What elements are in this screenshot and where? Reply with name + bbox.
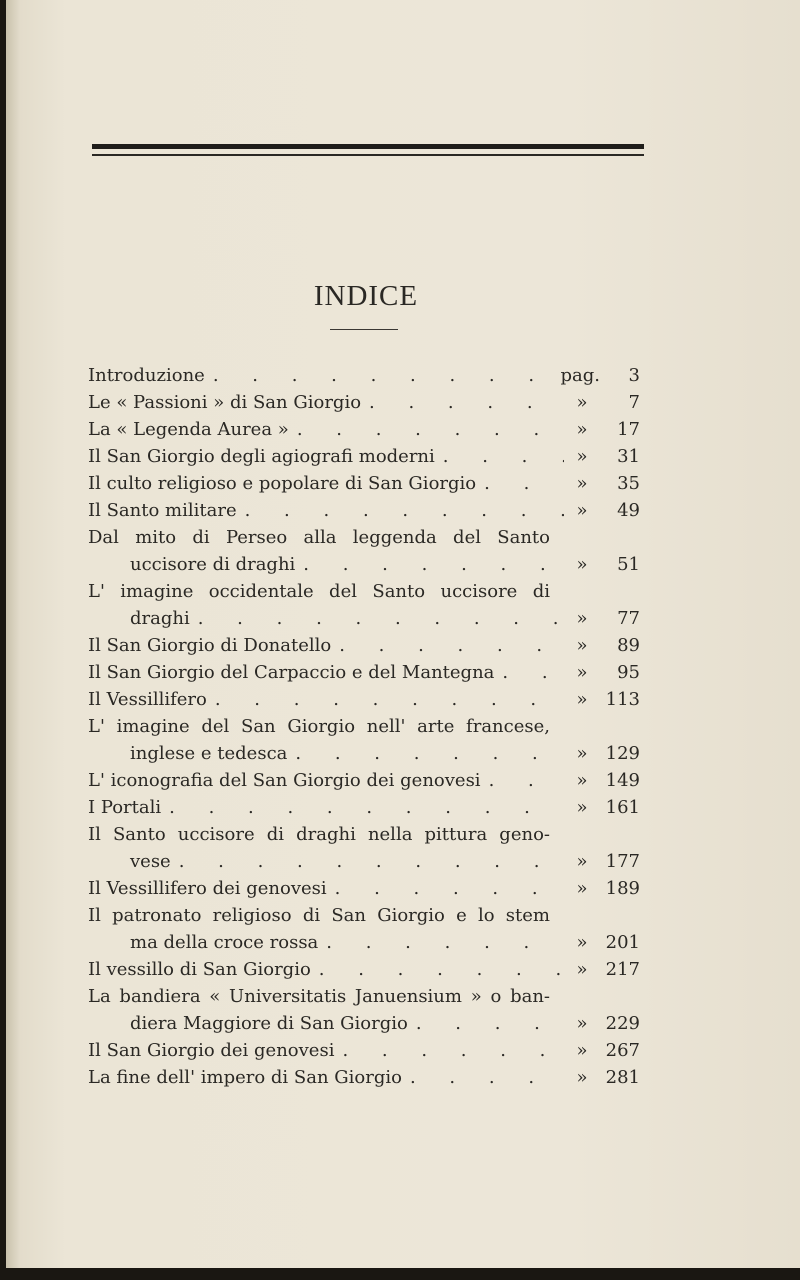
toc-entry — [88, 443, 640, 470]
entry-title: Dal mito di Perseo alla leggenda del Santo — [88, 527, 550, 548]
entry-title: L' iconografia del San Giorgio dei genovesi — [88, 770, 481, 791]
page-number: 49 — [617, 500, 640, 521]
toc-line — [88, 362, 640, 389]
page-marker: pag. — [560, 365, 600, 386]
toc-entry — [88, 902, 640, 956]
dot-leader — [295, 551, 564, 578]
page-number: 267 — [605, 1040, 640, 1061]
toc-line — [88, 416, 640, 443]
entry-title: vese — [130, 851, 171, 872]
toc-entry — [88, 821, 640, 875]
toc-entry — [88, 1064, 640, 1091]
toc-entry — [88, 767, 640, 794]
toc-entry — [88, 956, 640, 983]
entry-title: Il Vessillifero dei genovesi — [88, 878, 327, 899]
toc-line — [88, 659, 640, 686]
dot-leader — [318, 929, 564, 956]
entry-title: Il culto religioso e popolare di San Giorgio — [88, 473, 477, 494]
entry-title: Le « Passioni » di San Giorgio — [88, 392, 362, 413]
page-number: 177 — [605, 851, 640, 872]
page-marker: » — [576, 473, 588, 494]
toc-line — [88, 1064, 640, 1091]
page-number: 89 — [617, 635, 640, 656]
toc-entry — [88, 416, 640, 443]
toc-line — [88, 956, 640, 983]
page-marker: » — [576, 743, 588, 764]
toc-line — [88, 1010, 640, 1037]
dot-leader — [494, 659, 564, 686]
toc-line — [88, 767, 640, 794]
page-marker: » — [576, 851, 588, 872]
page-number: 51 — [617, 554, 640, 575]
dot-leader — [161, 794, 564, 821]
dot-leader — [311, 956, 564, 983]
toc-entry — [88, 362, 640, 389]
entry-title: Il Vessillifero — [88, 689, 207, 710]
page-number: 3 — [628, 365, 640, 386]
page-number: 7 — [628, 392, 640, 413]
entry-title: Il Santo militare — [88, 500, 237, 521]
toc-line — [88, 443, 640, 470]
dot-leader — [402, 1064, 564, 1091]
entry-title: Il San Giorgio del Carpaccio e del Mantegna — [88, 662, 495, 683]
toc-line — [88, 902, 640, 929]
toc-line — [88, 983, 640, 1010]
toc-line — [88, 929, 640, 956]
entry-title: La fine dell' impero di San Giorgio — [88, 1067, 402, 1088]
toc-line — [88, 1037, 640, 1064]
toc-line — [88, 821, 640, 848]
page-marker: » — [576, 932, 588, 953]
page-marker: » — [576, 392, 588, 413]
toc-entry — [88, 632, 640, 659]
page-marker: » — [576, 608, 588, 629]
page-number: 77 — [617, 608, 640, 629]
dot-leader — [435, 443, 564, 470]
toc-line — [88, 551, 640, 578]
entry-title: L' imagine occidentale del Santo uccisore di — [88, 581, 550, 602]
table-of-contents — [88, 362, 640, 1091]
entry-title: uccisore di draghi — [130, 554, 296, 575]
book-page — [6, 0, 800, 1268]
toc-line — [88, 470, 640, 497]
page-number: 281 — [605, 1067, 640, 1088]
page-marker: » — [576, 500, 588, 521]
entry-title: Introduzione — [88, 365, 205, 386]
toc-entry — [88, 686, 640, 713]
page-number: 189 — [605, 878, 640, 899]
entry-title: diera Maggiore di San Giorgio — [130, 1013, 408, 1034]
page-number: 17 — [617, 419, 640, 440]
toc-line — [88, 524, 640, 551]
page-marker: » — [576, 419, 588, 440]
page-marker: » — [576, 1067, 588, 1088]
page-marker: » — [576, 878, 588, 899]
page-marker: » — [576, 1040, 588, 1061]
dot-leader — [205, 362, 561, 389]
entry-title: Il San Giorgio dei genovesi — [88, 1040, 335, 1061]
toc-entry — [88, 794, 640, 821]
entry-title: L' imagine del San Giorgio nell' arte francese, — [88, 716, 550, 737]
page-marker: » — [576, 797, 588, 818]
toc-line — [88, 713, 640, 740]
page-number: 149 — [605, 770, 640, 791]
toc-line — [88, 848, 640, 875]
entry-title: La bandiera « Universitatis Januensium » o ban- — [88, 986, 550, 1007]
page-marker: » — [576, 1013, 588, 1034]
dot-leader — [476, 470, 564, 497]
toc-line — [88, 875, 640, 902]
dot-leader — [287, 740, 564, 767]
toc-entry — [88, 578, 640, 632]
toc-entry — [88, 875, 640, 902]
entry-title: Il San Giorgio degli agiografi moderni — [88, 446, 435, 467]
toc-entry — [88, 983, 640, 1037]
dot-leader — [190, 605, 564, 632]
toc-line — [88, 389, 640, 416]
page-marker: » — [576, 689, 588, 710]
entry-title: Il vessillo di San Giorgio — [88, 959, 311, 980]
entry-title: Il Santo uccisore di draghi nella pittura geno- — [88, 824, 550, 845]
toc-line — [88, 632, 640, 659]
page-number: 129 — [605, 743, 640, 764]
dot-leader — [327, 875, 564, 902]
toc-line — [88, 740, 640, 767]
dot-leader — [334, 1037, 564, 1064]
entry-title: Il patronato religioso di San Giorgio e lo stem — [88, 905, 550, 926]
page-number: 31 — [617, 446, 640, 467]
toc-entry — [88, 497, 640, 524]
toc-line — [88, 605, 640, 632]
dot-leader — [171, 848, 564, 875]
toc-entry — [88, 1037, 640, 1064]
page-number: 217 — [605, 959, 640, 980]
page-number: 95 — [617, 662, 640, 683]
header-rule-thick — [92, 144, 644, 149]
page-number: 229 — [605, 1013, 640, 1034]
entry-title: draghi — [130, 608, 190, 629]
page-number: 113 — [605, 689, 640, 710]
toc-entry — [88, 389, 640, 416]
page-marker: » — [576, 554, 588, 575]
dot-leader — [207, 686, 564, 713]
page-marker: » — [576, 446, 588, 467]
page-number: 161 — [605, 797, 640, 818]
entry-title: inglese e tedesca — [130, 743, 288, 764]
entry-title: La « Legenda Aurea » — [88, 419, 289, 440]
dot-leader — [361, 389, 564, 416]
toc-line — [88, 497, 640, 524]
dot-leader — [481, 767, 564, 794]
dot-leader — [408, 1010, 564, 1037]
entry-title: I Portali — [88, 797, 162, 818]
toc-entry — [88, 470, 640, 497]
page-marker: » — [576, 770, 588, 791]
toc-line — [88, 686, 640, 713]
page-marker: » — [576, 662, 588, 683]
dot-leader — [237, 497, 564, 524]
entry-title: Il San Giorgio di Donatello — [88, 635, 332, 656]
title-underline — [330, 329, 398, 330]
toc-entry — [88, 524, 640, 578]
toc-entry — [88, 713, 640, 767]
dot-leader — [331, 632, 564, 659]
entry-title: ma della croce rossa — [130, 932, 319, 953]
toc-line — [88, 578, 640, 605]
page-title: INDICE — [313, 280, 419, 312]
dot-leader — [289, 416, 564, 443]
page-number: 201 — [605, 932, 640, 953]
page-marker: » — [576, 635, 588, 656]
header-rule-thin — [92, 154, 644, 156]
toc-line — [88, 794, 640, 821]
page-marker: » — [576, 959, 588, 980]
page-number: 35 — [617, 473, 640, 494]
toc-entry — [88, 659, 640, 686]
